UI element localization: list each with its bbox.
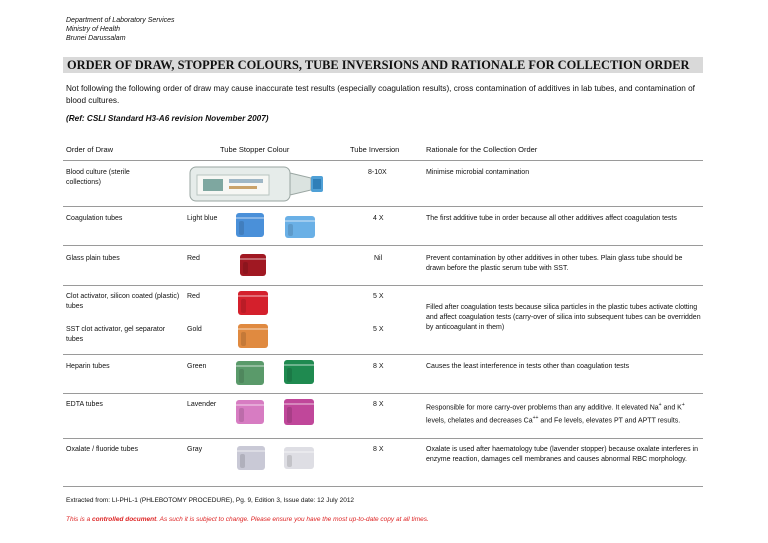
red-stopper-image (238, 291, 268, 315)
clot-sst-rationale: Filled after coagulation tests because silica particles in the plastic tubes activate clotting and affect coagulation tests (carry-over of silica into subsequent tubes can be overridden by anticoagulant in them) (426, 304, 701, 331)
row-coagulation-rationale: The first additive tube in order because all other additives affect coagulation tests (426, 215, 677, 222)
table-header-rule (63, 160, 703, 161)
row-clot-activator-name: Clot activator, silicon coated (plastic) tubes (66, 293, 180, 310)
row-divider (63, 354, 703, 355)
green-stopper-image (236, 361, 264, 385)
row-edta-colour: Lavender (187, 401, 217, 408)
red-stopper-image (240, 254, 266, 276)
row-glass-plain-name: Glass plain tubes (66, 255, 120, 262)
green-stopper-image (284, 360, 314, 384)
table-bottom-rule (63, 486, 703, 487)
row-blood-culture-name: Blood culture (sterile collections) (66, 169, 130, 186)
lavender-stopper-image (236, 400, 264, 424)
row-heparin-inversion: 8 X (373, 363, 384, 370)
row-divider (63, 393, 703, 394)
row-heparin-name: Heparin tubes (66, 363, 110, 370)
row-edta-inversion: 8 X (373, 401, 384, 408)
gray-stopper-image (284, 447, 314, 469)
row-divider (63, 438, 703, 439)
gray-stopper-image (237, 446, 265, 470)
light-blue-stopper-image (236, 213, 264, 237)
row-edta-rationale: Responsible for more carry-over problems than any additive. It elevated Na+ and K+ levels, chelates and decreases Ca++ and Fe levels, elevates PT and APTT results. (426, 402, 685, 425)
row-blood-culture-inversion: 8-10X (368, 169, 387, 176)
row-coagulation-colour: Light blue (187, 215, 218, 222)
row-oxalate-colour: Gray (187, 446, 203, 453)
row-glass-plain-colour: Red (187, 255, 200, 262)
reference-text: (Ref: CSLI Standard H3-A6 revision November 2007) (66, 114, 269, 123)
row-divider (63, 206, 703, 207)
header-department: Department of Laboratory Services (66, 17, 175, 24)
controlled-document-notice: This is a controlled document. As such it is subject to change. Please ensure you have the most up-to-date copy at all times. (66, 516, 429, 523)
col-header-rationale: Rationale for the Collection Order (426, 145, 538, 154)
row-divider (63, 245, 703, 246)
row-oxalate-name: Oxalate / fluoride tubes (66, 446, 138, 453)
lavender-stopper-image (284, 399, 314, 425)
light-blue-stopper-image (285, 216, 315, 238)
gold-stopper-image (238, 324, 268, 348)
row-heparin-rationale: Causes the least interference in tests other than coagulation tests (426, 363, 630, 370)
header-ministry: Ministry of Health (66, 26, 121, 33)
row-glass-plain-rationale: Prevent contamination by other additives in other tubes. Plain glass tube should be drawn before the plastic serum tube with SST. (426, 255, 683, 272)
row-sst-colour: Gold (187, 326, 202, 333)
row-oxalate-rationale: Oxalate is used after haematology tube (lavender stopper) because oxalate interferes in enzyme reaction, damages cell membranes and causes abnormal RBC morphology. (426, 446, 698, 463)
page-title: ORDER OF DRAW, STOPPER COLOURS, TUBE INVERSIONS AND RATIONALE FOR COLLECTION ORDER (63, 57, 703, 73)
row-glass-plain-inversion: Nil (374, 255, 383, 262)
row-heparin-colour: Green (187, 363, 207, 370)
row-sst-inversion: 5 X (373, 326, 384, 333)
row-sst-name: SST clot activator, gel separator tubes (66, 326, 166, 343)
intro-text: Not following the following order of draw may cause inaccurate test results (especially coagulation results), cross contamination of additives in lab tubes, and contamination of blood cultures. (66, 84, 695, 105)
row-coagulation-name: Coagulation tubes (66, 215, 123, 222)
row-clot-activator-inversion: 5 X (373, 293, 384, 300)
source-footnote: Extracted from: LI-PHL-1 (PHLEBOTOMY PROCEDURE), Pg. 9, Edition 3, Issue date: 12 July 2012 (66, 497, 355, 504)
row-oxalate-inversion: 8 X (373, 446, 384, 453)
row-coagulation-inversion: 4 X (373, 215, 384, 222)
department-header (66, 16, 175, 43)
col-header-order: Order of Draw (66, 145, 114, 154)
col-header-stopper: Tube Stopper Colour (220, 145, 290, 154)
row-blood-culture-rationale: Minimise microbial contamination (426, 169, 530, 176)
blood-culture-bottle-image (189, 165, 331, 203)
row-clot-activator-colour: Red (187, 293, 200, 300)
col-header-inversion: Tube Inversion (350, 145, 400, 154)
row-divider (63, 285, 703, 286)
row-edta-name: EDTA tubes (66, 401, 103, 408)
header-country: Brunei Darussalam (66, 35, 126, 42)
